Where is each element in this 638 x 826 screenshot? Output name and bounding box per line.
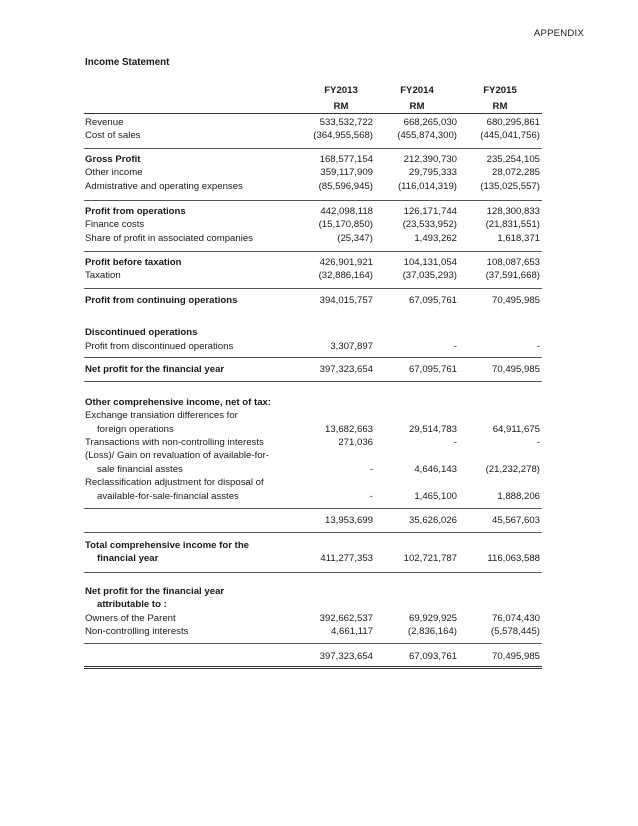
- section-heading: Discontinued operations: [85, 327, 198, 338]
- value-fy2015: 45,567,603: [491, 515, 540, 526]
- value-fy2015: (5,578,445): [490, 626, 540, 637]
- value-fy2014: 4,646,143: [414, 464, 457, 475]
- row-label: Reclassification adjustment for disposal of: [85, 477, 264, 488]
- row-oci-heading: [85, 396, 543, 409]
- value-fy2014: 67,095,761: [408, 295, 457, 306]
- row-label: Non-controlling interests: [85, 626, 189, 637]
- value-fy2013: 397,323,654: [319, 651, 373, 662]
- row-attrib-line2: [85, 598, 543, 611]
- value-fy2015: 28,072,285: [491, 167, 540, 178]
- value-fy2014: 212,390,730: [403, 154, 457, 165]
- value-fy2013: 426,901,921: [319, 257, 373, 268]
- value-fy2014: (116,014,319): [397, 181, 457, 192]
- row-label: Profit from operations: [85, 206, 186, 217]
- row-profit-before-taxation: [85, 256, 543, 269]
- row-total-comprehensive-income: [85, 552, 543, 565]
- value-fy2013: 411,277,353: [320, 553, 373, 564]
- value-fy2014: 35,626,026: [408, 515, 457, 526]
- row-owners-of-parent: [85, 612, 543, 625]
- value-fy2015: (37,591,668): [485, 270, 540, 281]
- row-label: Share of profit in associated companies: [85, 233, 253, 244]
- row-label: Total comprehensive income for the: [85, 540, 250, 551]
- value-fy2013: (85,596,945): [318, 181, 373, 192]
- column-currency: RM: [409, 101, 425, 112]
- value-fy2013: 13,682,663: [324, 424, 373, 435]
- column-header-fy2015: [465, 83, 535, 115]
- row-label: Profit from continuing operations: [85, 295, 238, 306]
- row-label: sale financial asstes: [97, 464, 183, 475]
- rule-header: [84, 113, 542, 114]
- column-year: FY2013: [324, 85, 358, 96]
- rule: [84, 532, 542, 533]
- row-other-income: [85, 166, 543, 179]
- value-fy2015: 70,495,985: [491, 295, 540, 306]
- row-label: attributable to :: [97, 599, 167, 610]
- row-label: Other income: [85, 167, 143, 178]
- row-label: foreign operations: [97, 424, 174, 435]
- value-fy2015: 70,495,985: [491, 651, 540, 662]
- row-label: Exchange transiation differences for: [85, 410, 238, 421]
- row-share-of-profit-associates: [85, 232, 543, 245]
- value-fy2014: 102,721,787: [403, 553, 457, 564]
- row-exchange-differences: [85, 423, 543, 436]
- value-fy2013: 3,307,897: [330, 341, 373, 352]
- value-fy2014: 1,465,100: [414, 491, 457, 502]
- value-fy2015: 128,300,833: [486, 206, 540, 217]
- rule: [84, 200, 542, 201]
- value-fy2013: (15,170,850): [318, 219, 373, 230]
- value-fy2013: -: [369, 464, 373, 475]
- section-heading: Other comprehensive income, net of tax:: [85, 397, 272, 408]
- value-fy2013: 533,532,722: [319, 117, 373, 128]
- row-label: Finance costs: [85, 219, 145, 230]
- column-currency: RM: [333, 101, 349, 112]
- value-fy2014: 668,265,030: [403, 117, 457, 128]
- value-fy2014: 67,095,761: [408, 364, 457, 375]
- row-cost-of-sales: [85, 129, 543, 142]
- value-fy2014: 104,131,054: [403, 257, 457, 268]
- value-fy2013: 394,015,757: [319, 295, 373, 306]
- row-profit-from-operations: [85, 205, 543, 218]
- row-label: Profit from discontinued operations: [85, 341, 234, 352]
- value-fy2014: 1,493,262: [414, 233, 457, 244]
- value-fy2014: 126,171,744: [403, 206, 457, 217]
- value-fy2015: 64,911,675: [492, 424, 540, 435]
- row-exchange-line1: [85, 409, 543, 422]
- value-fy2014: 69,929,925: [408, 613, 457, 624]
- value-fy2014: (23,533,952): [402, 219, 457, 230]
- value-fy2015: (135,025,557): [480, 181, 540, 192]
- value-fy2013: -: [369, 491, 373, 502]
- row-discontinued-heading: [85, 326, 543, 339]
- row-label: Taxation: [85, 270, 121, 281]
- row-label: Profit before taxation: [85, 257, 182, 268]
- row-afs-gain-line1: [85, 449, 543, 462]
- row-reclass-adjustment: [85, 490, 543, 503]
- appendix-label: APPENDIX: [533, 28, 584, 39]
- value-fy2013: 442,098,118: [320, 206, 373, 217]
- rule: [84, 381, 542, 382]
- value-fy2015: (21,831,551): [485, 219, 540, 230]
- value-fy2015: -: [536, 341, 540, 352]
- row-label: Transactions with non-controlling interests: [85, 437, 264, 448]
- statement-title: Income Statement: [85, 57, 170, 68]
- row-oci-total: [85, 514, 543, 527]
- value-fy2013: 168,577,154: [319, 154, 373, 165]
- column-currency: RM: [492, 101, 508, 112]
- row-net-profit: [85, 363, 543, 376]
- value-fy2013: 397,323,654: [319, 364, 373, 375]
- value-fy2014: 29,795,333: [408, 167, 457, 178]
- row-attrib-total: [85, 650, 543, 663]
- value-fy2015: 1,618,371: [497, 233, 540, 244]
- rule: [84, 643, 542, 644]
- row-finance-costs: [85, 218, 543, 231]
- column-year: FY2014: [400, 85, 434, 96]
- value-fy2013: 392,662,537: [319, 613, 373, 624]
- value-fy2015: (445,041,756): [480, 130, 540, 141]
- value-fy2015: -: [536, 437, 540, 448]
- row-label: (Loss)/ Gain on revaluation of available-for-: [85, 450, 269, 461]
- value-fy2015: 108,087,653: [486, 257, 540, 268]
- value-fy2014: (37,035,293): [402, 270, 457, 281]
- value-fy2015: 70,495,985: [491, 364, 540, 375]
- row-gross-profit: [85, 153, 543, 166]
- value-fy2014: -: [453, 437, 457, 448]
- value-fy2013: (25,347): [337, 233, 373, 244]
- column-year: FY2015: [483, 85, 517, 96]
- value-fy2013: 271,036: [338, 437, 373, 448]
- value-fy2015: 116,063,588: [487, 553, 540, 564]
- rule: [84, 288, 542, 289]
- row-label: Gross Profit: [85, 154, 141, 165]
- value-fy2014: (455,874,300): [397, 130, 457, 141]
- value-fy2015: 680,295,861: [486, 117, 540, 128]
- value-fy2015: 1,888,206: [497, 491, 540, 502]
- value-fy2013: (32,886,164): [318, 270, 373, 281]
- row-label: Net profit for the financial year: [85, 364, 225, 375]
- column-header-fy2013: [306, 83, 376, 115]
- row-label: financial year: [97, 553, 159, 564]
- value-fy2015: 235,254,105: [486, 154, 540, 165]
- value-fy2014: (2,836,164): [407, 626, 457, 637]
- rule: [84, 251, 542, 252]
- value-fy2014: 67,093,761: [408, 651, 457, 662]
- rule: [84, 148, 542, 149]
- value-fy2013: 13,953,699: [324, 515, 373, 526]
- rule: [84, 572, 542, 573]
- row-taxation: [85, 269, 543, 282]
- value-fy2015: (21,232,278): [485, 464, 540, 475]
- row-nci-transactions: [85, 436, 543, 449]
- row-profit-continuing-operations: [85, 294, 543, 307]
- row-label: Cost of sales: [85, 130, 141, 141]
- value-fy2014: 29,514,783: [408, 424, 457, 435]
- value-fy2013: (364,955,568): [313, 130, 373, 141]
- row-label: available-for-sale-financial asstes: [97, 491, 239, 502]
- row-label: Revenue: [85, 117, 124, 128]
- value-fy2013: 4,661,117: [331, 626, 373, 637]
- row-non-controlling-interests: [85, 625, 543, 638]
- row-afs-gain: [85, 463, 543, 476]
- value-fy2014: -: [453, 341, 457, 352]
- row-total-ci-line1: [85, 539, 543, 552]
- value-fy2015: 76,074,430: [491, 613, 540, 624]
- rule: [84, 357, 542, 358]
- rule-double-bottom: [84, 668, 542, 669]
- row-reclass-line1: [85, 476, 543, 489]
- rule-double-top: [84, 666, 542, 667]
- row-revenue: [85, 116, 543, 129]
- row-label: Net profit for the financial year: [85, 586, 225, 597]
- row-profit-discontinued: [85, 340, 543, 353]
- column-header-fy2014: [382, 83, 452, 115]
- value-fy2013: 359,117,909: [320, 167, 373, 178]
- rule: [84, 508, 542, 509]
- row-attrib-line1: [85, 585, 543, 598]
- row-label: Owners of the Parent: [85, 613, 176, 624]
- row-admin-expenses: [85, 180, 543, 193]
- row-label: Admistrative and operating expenses: [85, 181, 243, 192]
